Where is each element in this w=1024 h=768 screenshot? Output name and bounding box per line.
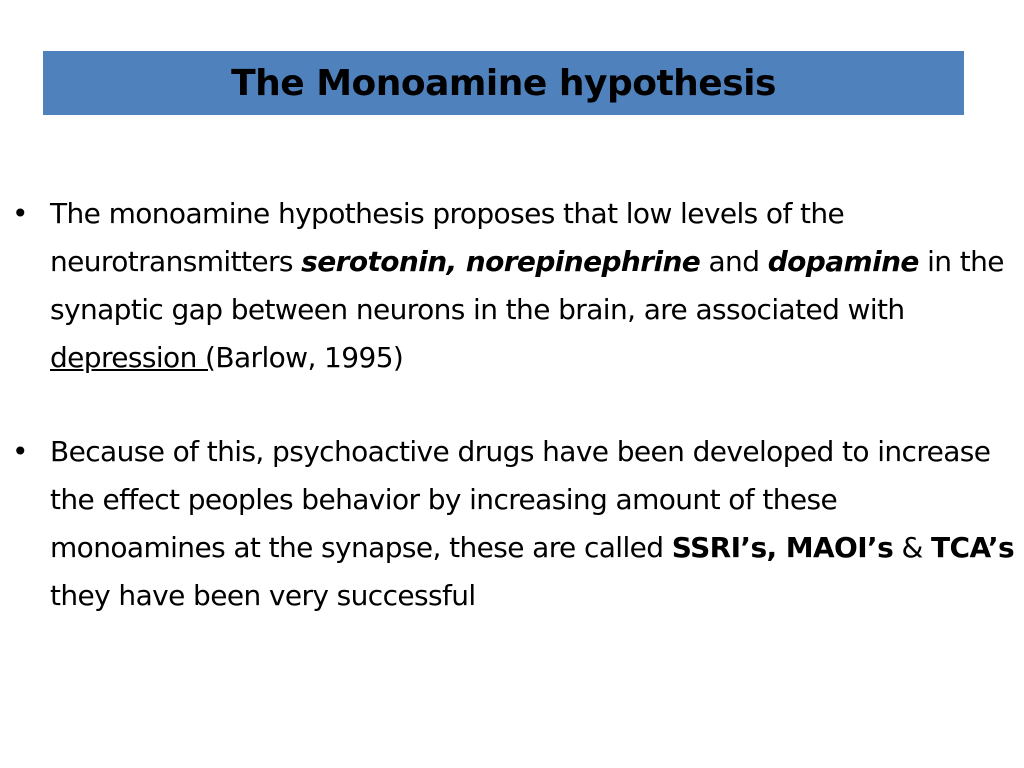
bullet-icon: • (12, 197, 28, 230)
bullet-icon: • (12, 435, 28, 468)
term-norepinephrine: norepinephrine (465, 245, 701, 278)
title-banner (43, 51, 964, 115)
bullet2-ampersand: & (893, 531, 932, 564)
depression-link[interactable]: depression ( (50, 341, 216, 374)
term-ssris-maois: SSRI’s, MAOI’s (671, 531, 894, 564)
bullet-list (10, 190, 1015, 666)
bullet1-text-3: in the synaptic gap between neurons in the brain, are associated with (50, 245, 1004, 326)
term-tcas: TCA’s (931, 531, 1015, 564)
term-serotonin: serotonin (301, 245, 447, 278)
bullet1-text-2: and (700, 245, 768, 278)
bullet2-text-2: they have been very successful (50, 579, 476, 612)
bullet-item-psychoactive-drugs (10, 428, 1015, 620)
bullet-item-monoamine-hypothesis (10, 190, 1015, 382)
term-dopamine: dopamine (767, 245, 919, 278)
slide-title: The Monoamine hypothesis (231, 62, 776, 104)
bullet1-text-1: The monoamine hypothesis proposes that low levels of the neurotransmitters (50, 197, 845, 278)
bullet1-comma: , (446, 245, 466, 278)
bullet2-text-1: Because of this, psychoactive drugs have been developed to increase the effect peoples behavior by increasing amount of these monoamines at the synapse, these are called (50, 435, 991, 564)
bullet1-citation: Barlow, 1995) (215, 341, 404, 374)
